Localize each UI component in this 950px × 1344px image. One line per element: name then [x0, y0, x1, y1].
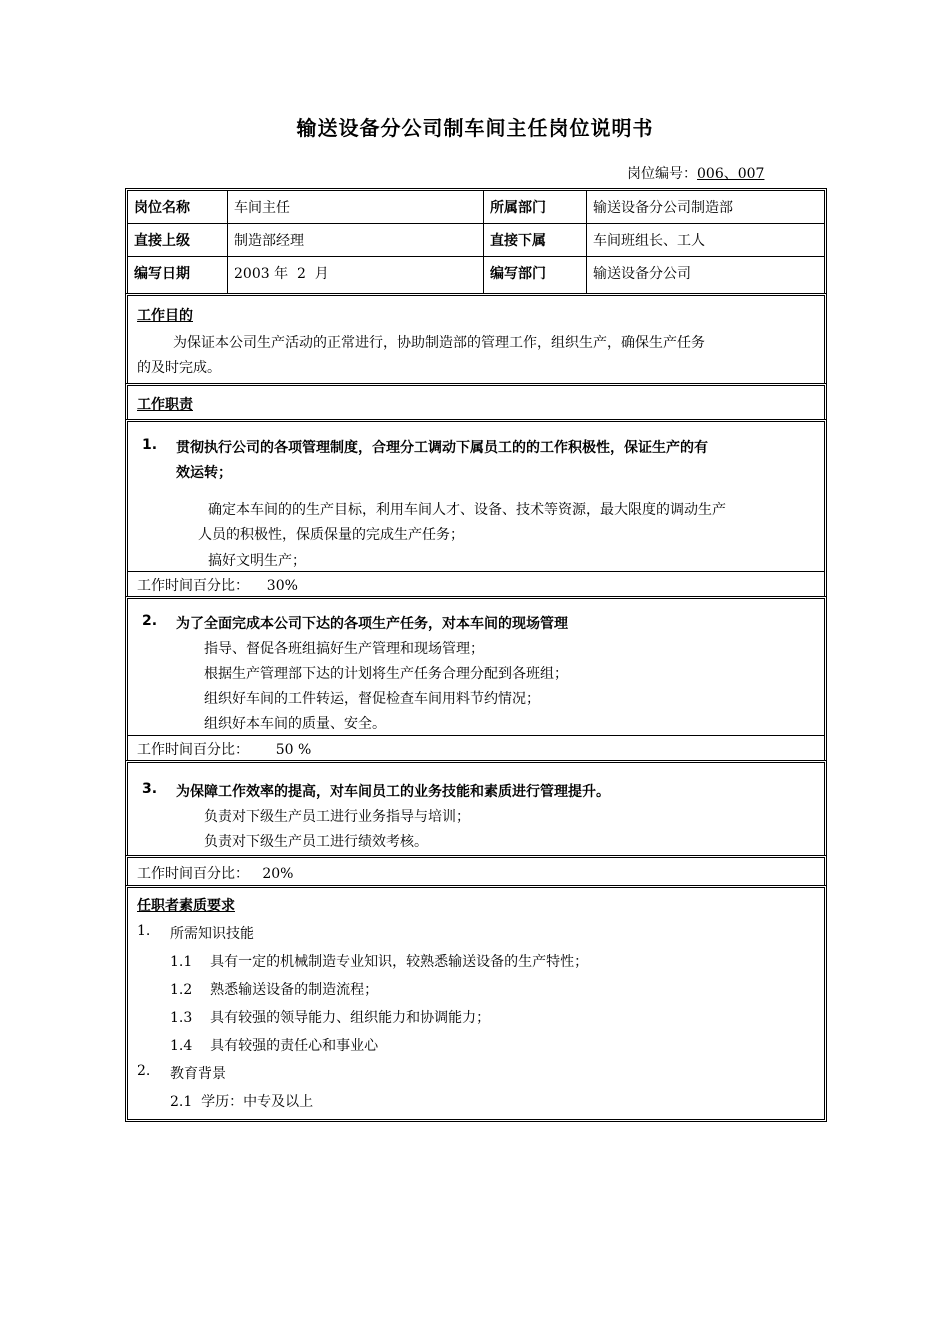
- duty-2-number: 2.: [142, 613, 158, 629]
- duty-1-item-2: 搞好文明生产；: [208, 553, 306, 569]
- dept-label: 所属部门: [490, 200, 546, 216]
- duty-2-item-3: 组织好车间的工件转运，督促检查车间用料节约情况；: [204, 691, 540, 707]
- knowledge-number: 1.: [137, 923, 151, 939]
- superior-label: 直接上级: [134, 233, 190, 249]
- requirements-section: [125, 885, 827, 1122]
- duty-3-item-2: 负责对下级生产员工进行绩效考核。: [204, 834, 428, 850]
- duty-1-item-1-line1: 确定本车间的的生产目标，利用车间人才、设备、技术等资源，最大限度的调动生产: [208, 502, 726, 518]
- education-item-1: 2.1 学历：中专及以上: [170, 1094, 314, 1110]
- duty-1-title-line2: 效运转；: [176, 465, 232, 481]
- duty-3-percentage-row: [125, 855, 827, 889]
- header-row: [128, 257, 824, 289]
- duty-1-time-percentage: 工作时间百分比： 30%: [137, 578, 298, 594]
- requirements-heading: 任职者素质要求: [137, 898, 235, 914]
- education-number: 2.: [137, 1063, 151, 1079]
- duty-1-title-line1: 贯彻执行公司的各项管理制度，合理分工调动下属员工的的工作积极性，保证生产的有: [176, 440, 708, 456]
- author-dept-label: 编写部门: [490, 266, 546, 282]
- duty-1-item-1-line2: 人员的积极性，保质保量的完成生产任务；: [198, 527, 464, 543]
- dept-value: 输送设备分公司制造部: [593, 200, 733, 216]
- duties-heading: 工作职责: [137, 397, 193, 413]
- education-title: 教育背景: [170, 1066, 226, 1082]
- duty-2-title: 为了全面完成本公司下达的各项生产任务，对本车间的现场管理: [176, 616, 568, 632]
- author-dept-value: 输送设备分公司: [593, 266, 691, 282]
- duty-2-time-percentage: 工作时间百分比： 50 %: [137, 742, 312, 758]
- duty-3-number: 3.: [142, 781, 158, 797]
- duties-heading-section: [125, 383, 827, 423]
- knowledge-item-3: 1.3 具有较强的领导能力、组织能力和协调能力；: [170, 1010, 491, 1026]
- subordinate-label: 直接下属: [490, 233, 546, 249]
- position-value: 车间主任: [234, 200, 290, 216]
- knowledge-title: 所需知识技能: [170, 926, 254, 942]
- page-title: 输送设备分公司制车间主任岗位说明书: [296, 116, 654, 140]
- knowledge-item-2: 1.2 熟悉输送设备的制造流程；: [170, 982, 379, 998]
- duty-1-section: [125, 419, 827, 600]
- duty-1-number: 1.: [142, 437, 158, 453]
- date-label: 编写日期: [134, 266, 190, 282]
- knowledge-item-4: 1.4 具有较强的责任心和事业心: [170, 1038, 379, 1054]
- purpose-section: [125, 293, 827, 386]
- purpose-heading: 工作目的: [137, 308, 193, 324]
- header-row: [128, 224, 824, 257]
- duty-3-section: [125, 760, 827, 858]
- subordinate-value: 车间班组长、工人: [593, 233, 705, 249]
- superior-value: 制造部经理: [234, 233, 304, 249]
- duty-2-section: [125, 596, 827, 763]
- position-code-value: 006、007: [697, 166, 765, 182]
- purpose-text-line2: 的及时完成。: [137, 360, 221, 376]
- duty-3-item-1: 负责对下级生产员工进行业务指导与培训；: [204, 809, 470, 825]
- header-row: [128, 191, 824, 224]
- duty-2-item-1: 指导、督促各班组搞好生产管理和现场管理；: [204, 641, 484, 657]
- duty-2-item-2: 根据生产管理部下达的计划将生产任务合理分配到各班组；: [204, 666, 568, 682]
- knowledge-item-1: 1.1 具有一定的机械制造专业知识，较熟悉输送设备的生产特性；: [170, 954, 589, 970]
- header-table: [125, 188, 827, 298]
- position-code-label: 岗位编号：: [627, 166, 697, 182]
- duty-2-item-4: 组织好本车间的质量、安全。: [204, 716, 386, 732]
- purpose-text-line1: 为保证本公司生产活动的正常进行，协助制造部的管理工作，组织生产，确保生产任务: [173, 335, 705, 351]
- position-code: [627, 163, 764, 183]
- duty-3-time-percentage: 工作时间百分比： 20%: [137, 866, 294, 882]
- date-value: 2003 年 2 月: [234, 266, 329, 282]
- duty-3-title: 为保障工作效率的提高，对车间员工的业务技能和素质进行管理提升。: [176, 784, 610, 800]
- position-label: 岗位名称: [134, 200, 190, 216]
